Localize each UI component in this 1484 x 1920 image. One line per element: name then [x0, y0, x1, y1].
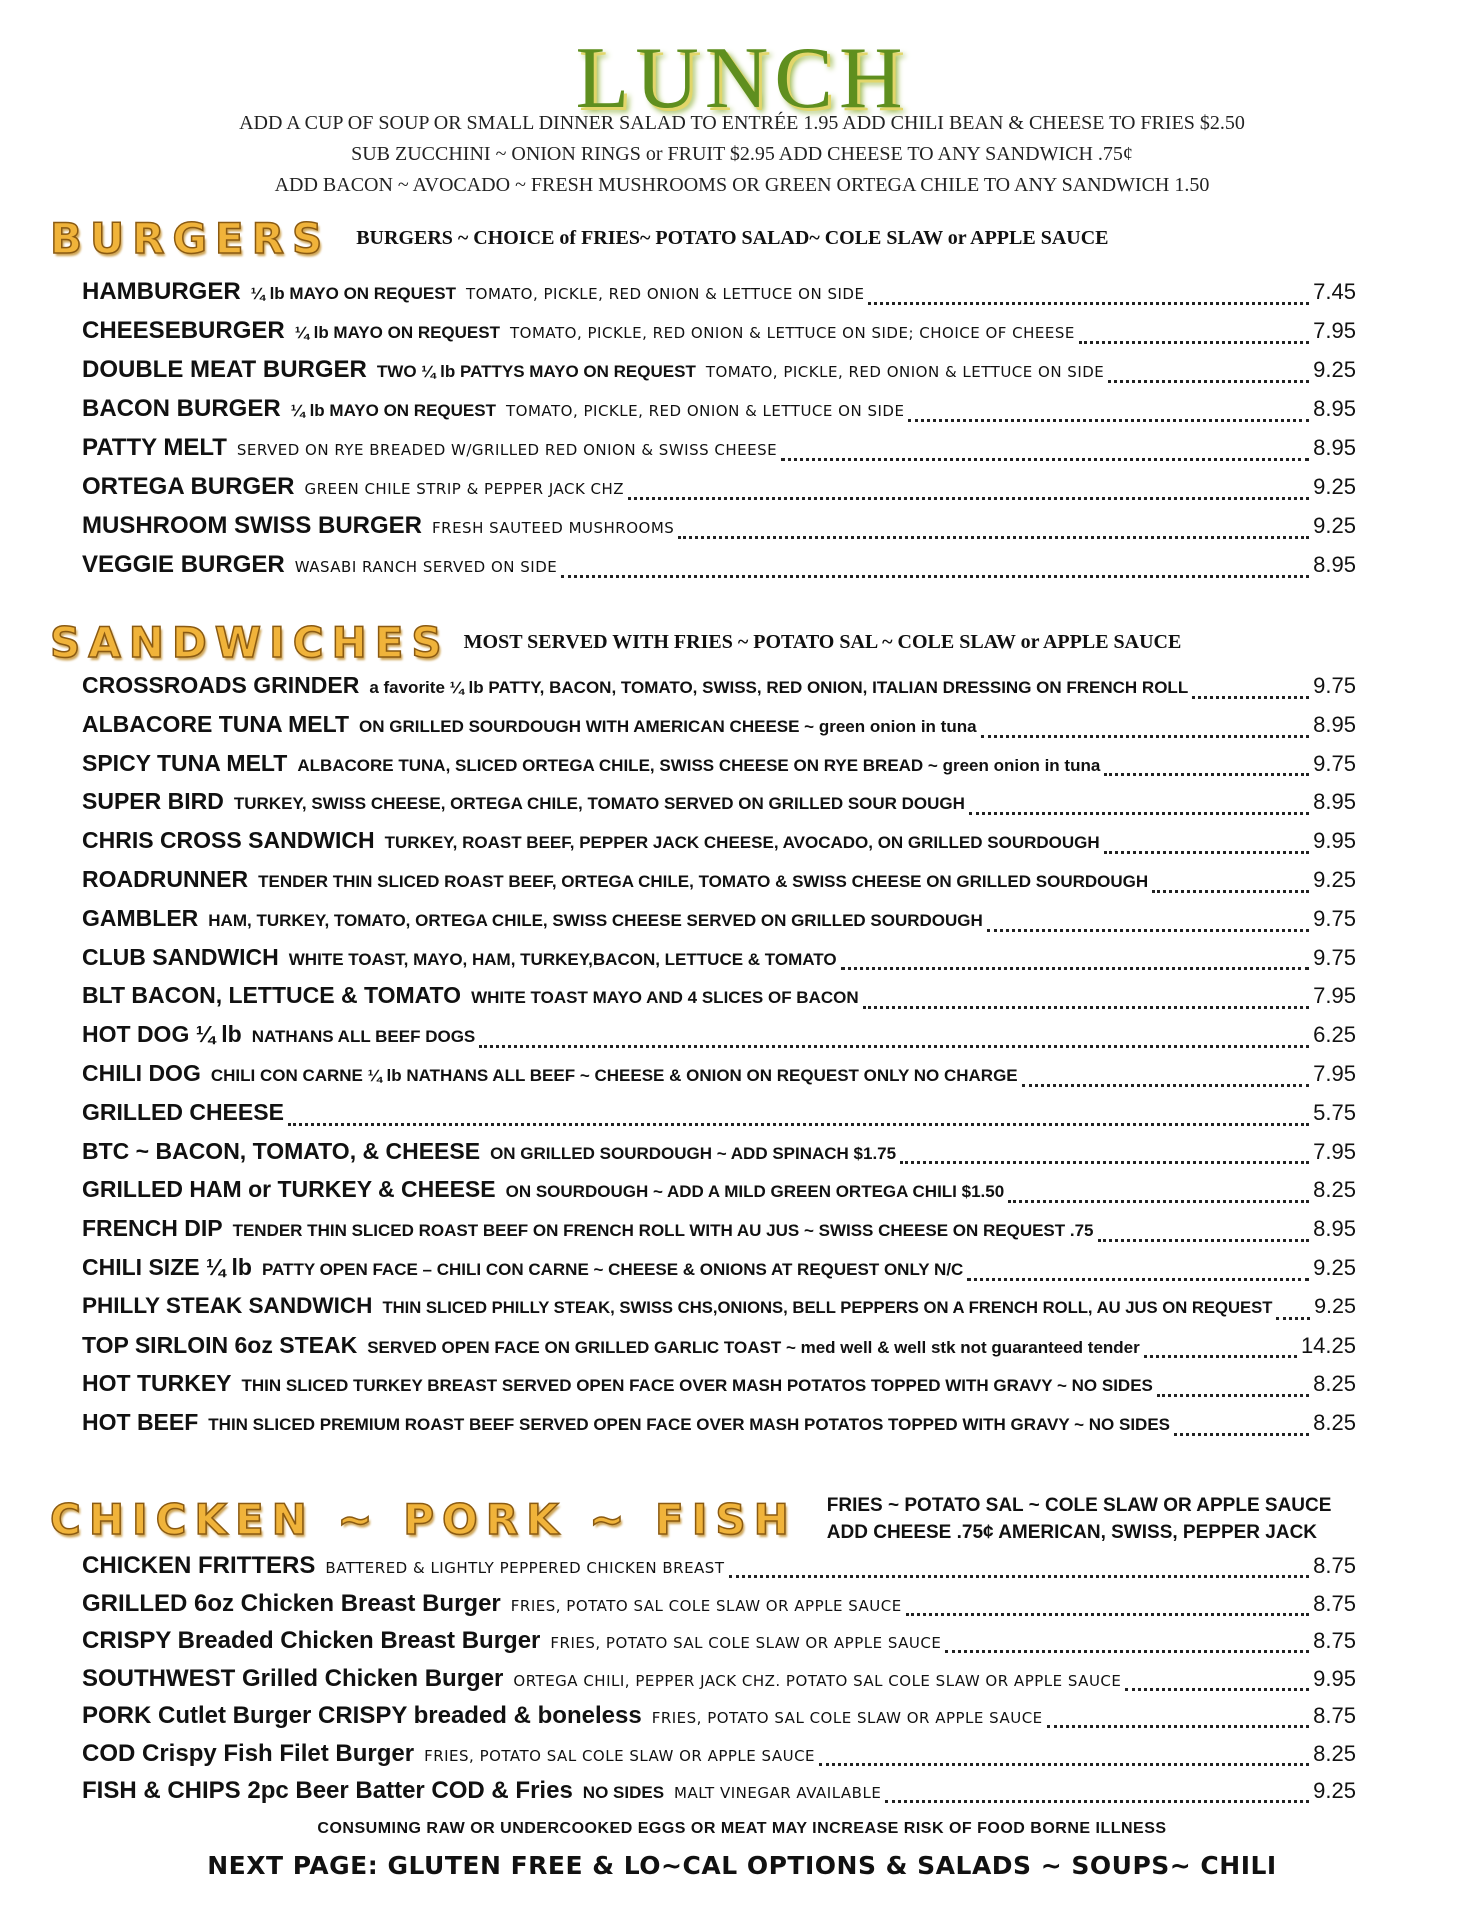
chicken-title: CHICKEN ~ PORK ~ FISH [50, 1494, 797, 1544]
menu-item-name: FISH & CHIPS 2pc Beer Batter COD & Fries [82, 1777, 573, 1804]
dot-leader [945, 1650, 1309, 1653]
menu-item-description: ¼ lb MAYO ON REQUEST [290, 401, 496, 420]
sandwiches-title: SANDWICHES [50, 618, 450, 667]
menu-item-price: 8.75 [1313, 1628, 1356, 1653]
menu-item [82, 711, 1356, 750]
menu-item-note: FRIES, POTATO SAL COLE SLAW OR APPLE SAUCE [510, 1596, 902, 1615]
burgers-list [82, 278, 1356, 590]
menu-title: LUNCH [575, 30, 909, 127]
burgers-title: BURGERS [50, 214, 331, 263]
menu-item-note: TOMATO, PICKLE, RED ONION & LETTUCE ON SIDE [705, 363, 1105, 381]
dot-leader [908, 419, 1309, 422]
menu-item-description: TENDER THIN SLICED ROAST BEEF, ORTEGA CHILE, TOMATO & SWISS CHEESE ON GRILLED SOURDOUGH [258, 871, 1149, 891]
menu-item-price: 9.75 [1313, 673, 1356, 698]
sandwiches-list [82, 672, 1356, 1448]
menu-item-price: 9.25 [1313, 1778, 1356, 1803]
menu-item-description: ON GRILLED SOURDOUGH ~ ADD SPINACH $1.75 [490, 1143, 897, 1163]
menu-item-price: 9.25 [1313, 1254, 1356, 1280]
menu-item [82, 1021, 1356, 1060]
dot-leader [561, 575, 1309, 578]
menu-item-name: CRISPY Breaded Chicken Breast Burger [82, 1627, 541, 1654]
menu-item [82, 551, 1356, 590]
menu-item [82, 827, 1356, 866]
menu-item-description: ¼ lb MAYO ON REQUEST [294, 323, 500, 342]
menu-item-price: 9.95 [1313, 1665, 1356, 1691]
menu-item-name: CLUB SANDWICH [82, 943, 279, 970]
menu-item-note: TOMATO, PICKLE, RED ONION & LETTUCE ON SIDE [505, 402, 905, 420]
dot-leader [885, 1800, 1309, 1803]
dot-leader [1144, 1355, 1297, 1358]
burgers-header [50, 214, 1108, 263]
menu-item [82, 395, 1356, 434]
menu-item-name: GRILLED 6oz Chicken Breast Burger [82, 1589, 501, 1617]
menu-item-note: FRIES, POTATO SAL COLE SLAW OR APPLE SAUCE [550, 1634, 942, 1652]
dot-leader [1276, 1317, 1310, 1320]
food-warning: CONSUMING RAW OR UNDERCOOKED EGGS OR MEAT MAY INCREASE RISK OF FOOD BORNE ILLNESS [317, 1820, 1167, 1837]
menu-item [82, 1777, 1356, 1815]
menu-item [82, 750, 1356, 789]
menu-item-note: GREEN CHILE STRIP & PEPPER JACK CHZ [304, 480, 625, 498]
menu-item-name: TOP SIRLOIN 6oz STEAK [82, 1331, 358, 1358]
menu-item-name: FRENCH DIP [82, 1215, 223, 1242]
dot-leader [1079, 341, 1309, 344]
menu-item-description: NO SIDES [582, 1783, 665, 1802]
menu-item [82, 1370, 1356, 1409]
menu-item-name: PHILLY STEAK SANDWICH [82, 1292, 373, 1318]
menu-item [82, 1099, 1356, 1138]
menu-item [82, 866, 1356, 905]
menu-item-description: TURKEY, SWISS CHEESE, ORTEGA CHILE, TOMATO SERVED ON GRILLED SOUR DOUGH [233, 794, 965, 814]
menu-item [82, 1176, 1356, 1215]
menu-item-note: FRESH SAUTEED MUSHROOMS [432, 519, 675, 537]
menu-item-price: 9.25 [1314, 1292, 1356, 1318]
menu-item-price: 9.95 [1313, 828, 1356, 854]
menu-item-price: 9.75 [1313, 750, 1356, 776]
menu-item-name: SPICY TUNA MELT [82, 749, 288, 776]
dot-leader [1108, 380, 1309, 383]
menu-item [82, 512, 1356, 551]
menu-item-price: 8.75 [1313, 1590, 1356, 1616]
menu-item-price: 8.95 [1313, 1216, 1356, 1242]
menu-item-price: 9.25 [1313, 513, 1356, 538]
dot-leader [987, 929, 1309, 932]
menu-item-price: 9.75 [1313, 905, 1356, 931]
dot-leader [868, 302, 1309, 305]
dot-leader [1174, 1433, 1309, 1436]
menu-item-name: CHILI SIZE ¼ lb [82, 1253, 252, 1280]
dot-leader [1022, 1084, 1310, 1087]
menu-item-description: CHILI CON CARNE ¼ lb NATHANS ALL BEEF ~ CHEESE & ONION ON REQUEST ONLY NO CHARGE [210, 1065, 1018, 1085]
dot-leader [288, 1123, 1309, 1126]
addons-block [0, 108, 1484, 201]
menu-item-name: CHILI DOG [82, 1059, 201, 1086]
menu-item-price: 7.45 [1313, 279, 1356, 304]
menu-item-note: TOMATO, PICKLE, RED ONION & LETTUCE ON SIDE; CHOICE OF CHEESE [510, 324, 1075, 342]
chicken-note-line-2: ADD CHEESE .75¢ AMERICAN, SWISS, PEPPER JACK [826, 1522, 1318, 1543]
menu-item-note: BATTERED & LIGHTLY PEPPERED CHICKEN BREAST [325, 1559, 725, 1577]
menu-item [82, 1293, 1356, 1332]
menu-item-price: 8.95 [1313, 789, 1356, 815]
menu-item-name: MUSHROOM SWISS BURGER [82, 512, 423, 539]
menu-item-price: 8.95 [1313, 396, 1356, 421]
menu-item-description: HAM, TURKEY, TOMATO, ORTEGA CHILE, SWISS CHEESE SERVED ON GRILLED SOURDOUGH [208, 910, 983, 930]
menu-item-name: ORTEGA BURGER [82, 473, 295, 500]
menu-item [82, 1590, 1356, 1628]
chicken-list [82, 1552, 1356, 1815]
dot-leader [900, 1161, 1309, 1164]
menu-item-name: HOT DOG ¼ lb [82, 1021, 242, 1048]
menu-item-name: SOUTHWEST Grilled Chicken Burger [82, 1664, 504, 1692]
menu-item [82, 1254, 1356, 1293]
menu-item [82, 1332, 1356, 1371]
dot-leader [1157, 1394, 1309, 1397]
menu-item-description: NATHANS ALL BEEF DOGS [251, 1027, 476, 1047]
menu-item-description: THIN SLICED TURKEY BREAST SERVED OPEN FACE OVER MASH POTATOS TOPPED WITH GRAVY ~ NO SIDES [241, 1376, 1153, 1396]
chicken-note-line-1: FRIES ~ POTATO SAL ~ COLE SLAW OR APPLE SAUCE [826, 1495, 1332, 1516]
menu-item-price: 6.25 [1313, 1022, 1356, 1048]
menu-item-note: WASABI RANCH SERVED ON SIDE [294, 558, 558, 576]
menu-item-description: WHITE TOAST, MAYO, HAM, TURKEY,BACON, LETTUCE & TOMATO [288, 949, 837, 969]
menu-item-name: GAMBLER [82, 904, 199, 931]
menu-item-description: TWO ¼ lb PATTYS MAYO ON REQUEST [376, 362, 696, 381]
menu-item-price: 7.95 [1313, 318, 1356, 343]
menu-item [82, 317, 1356, 356]
menu-item-price: 8.25 [1313, 1740, 1356, 1766]
dot-leader [1098, 1239, 1310, 1242]
menu-item [82, 356, 1356, 395]
menu-item [82, 278, 1356, 317]
dot-leader [906, 1613, 1309, 1616]
menu-item-description: TURKEY, ROAST BEEF, PEPPER JACK CHEESE, AVOCADO, ON GRILLED SOURDOUGH [384, 833, 1100, 853]
menu-item-description: ALBACORE TUNA, SLICED ORTEGA CHILE, SWISS CHEESE ON RYE BREAD ~ green onion in tuna [297, 755, 1101, 775]
menu-item-description: TENDER THIN SLICED ROAST BEEF ON FRENCH ROLL WITH AU JUS ~ SWISS CHEESE ON REQUEST .75 [232, 1221, 1094, 1241]
menu-item-name: ROADRUNNER [82, 865, 249, 892]
menu-item-price: 8.95 [1313, 435, 1356, 460]
menu-item [82, 1409, 1356, 1448]
dot-leader [969, 812, 1309, 815]
menu-item-note: MALT VINEGAR AVAILABLE [674, 1784, 882, 1802]
menu-item-description: SERVED OPEN FACE ON GRILLED GARLIC TOAST ~ med well & well stk not guaranteed tender [367, 1337, 1140, 1357]
menu-item-description: a favorite ¼ lb PATTY, BACON, TOMATO, SWISS, RED ONION, ITALIAN DRESSING ON FRENCH ROLL [369, 678, 1189, 697]
dot-leader [678, 536, 1309, 539]
menu-item-name: BLT BACON, LETTUCE & TOMATO [82, 982, 462, 1009]
menu-item [82, 1665, 1356, 1703]
sandwiches-header [50, 618, 1181, 667]
menu-item-note: ORTEGA CHILI, PEPPER JACK CHZ. POTATO SAL COLE SLAW OR APPLE SAUCE [513, 1671, 1122, 1690]
menu-item-name: CHICKEN FRITTERS [82, 1552, 316, 1579]
menu-item-name: COD Crispy Fish Filet Burger [82, 1739, 415, 1767]
menu-item-note: SERVED ON RYE BREADED W/GRILLED RED ONION & SWISS CHEESE [236, 441, 778, 459]
menu-item-price: 9.25 [1313, 866, 1356, 892]
dot-leader [479, 1045, 1309, 1048]
menu-item-price: 9.75 [1313, 944, 1356, 970]
menu-item-price: 8.25 [1313, 1371, 1356, 1397]
dot-leader [781, 458, 1309, 461]
dot-leader [729, 1575, 1310, 1578]
menu-item [82, 473, 1356, 512]
menu-item-price: 5.75 [1313, 1099, 1356, 1125]
menu-item-name: GRILLED CHEESE [82, 1098, 284, 1125]
menu-item-note: FRIES, POTATO SAL COLE SLAW OR APPLE SAUCE [424, 1746, 816, 1765]
menu-item-name: SUPER BIRD [82, 788, 224, 815]
menu-item-name: HAMBURGER [82, 278, 241, 305]
menu-item-price: 7.95 [1313, 1138, 1356, 1164]
chicken-note [827, 1492, 1332, 1546]
menu-item-price: 8.95 [1313, 711, 1356, 737]
dot-leader [1192, 696, 1309, 699]
sandwiches-note: MOST SERVED WITH FRIES ~ POTATO SAL ~ COLE SLAW or APPLE SAUCE [463, 631, 1182, 653]
menu-item-name: BACON BURGER [82, 395, 281, 422]
menu-item-price: 7.95 [1313, 983, 1356, 1009]
chicken-header [50, 1492, 1331, 1546]
menu-item [82, 1702, 1356, 1740]
menu-item [82, 788, 1356, 827]
menu-item-name: PORK Cutlet Burger CRISPY breaded & boneless [82, 1702, 642, 1729]
menu-item-price: 8.25 [1313, 1410, 1356, 1436]
menu-item [82, 1740, 1356, 1778]
menu-item-name: ALBACORE TUNA MELT [82, 710, 350, 737]
menu-item [82, 905, 1356, 944]
menu-item-price: 8.25 [1313, 1177, 1356, 1203]
addon-line-2: SUB ZUCCHINI ~ ONION RINGS or FRUIT $2.95 ADD CHEESE TO ANY SANDWICH .75¢ [351, 143, 1133, 165]
menu-item [82, 1138, 1356, 1177]
menu-item [82, 672, 1356, 711]
menu-item-price: 9.25 [1313, 357, 1356, 382]
dot-leader [863, 1006, 1310, 1009]
menu-item-description: PATTY OPEN FACE – CHILI CON CARNE ~ CHEESE & ONIONS AT REQUEST ONLY N/C [261, 1259, 964, 1279]
menu-item-description: ON SOURDOUGH ~ ADD A MILD GREEN ORTEGA CHILI $1.50 [505, 1182, 1005, 1202]
menu-item-name: BTC ~ BACON, TOMATO, & CHEESE [82, 1137, 481, 1164]
menu-item [82, 1215, 1356, 1254]
menu-item-description: THIN SLICED PHILLY STEAK, SWISS CHS,ONIONS, BELL PEPPERS ON A FRENCH ROLL, AU JUS ON REQUEST [382, 1297, 1273, 1317]
menu-item [82, 982, 1356, 1021]
addon-line-3: ADD BACON ~ AVOCADO ~ FRESH MUSHROOMS OR GREEN ORTEGA CHILE TO ANY SANDWICH 1.50 [274, 174, 1210, 196]
menu-item-name: HOT TURKEY [82, 1370, 232, 1397]
menu-item-name: VEGGIE BURGER [82, 551, 285, 578]
dot-leader [628, 497, 1309, 500]
addon-line-1: ADD A CUP OF SOUP OR SMALL DINNER SALAD TO ENTRÉE 1.95 ADD CHILI BEAN & CHEESE TO FRIES $2.50 [239, 112, 1245, 134]
menu-item-name: DOUBLE MEAT BURGER [82, 356, 367, 383]
menu-item-description: ON GRILLED SOURDOUGH WITH AMERICAN CHEESE ~ green onion in tuna [359, 716, 977, 736]
menu-item-price: 8.95 [1313, 552, 1356, 577]
next-page-note: NEXT PAGE: GLUTEN FREE & LO~CAL OPTIONS & SALADS ~ SOUPS~ CHILI [207, 1851, 1277, 1880]
dot-leader [967, 1278, 1309, 1281]
menu-item [82, 1627, 1356, 1665]
menu-item-price: 14.25 [1300, 1332, 1356, 1358]
menu-item-price: 8.75 [1313, 1703, 1356, 1728]
menu-item-name: GRILLED HAM or TURKEY & CHEESE [82, 1176, 496, 1203]
menu-item [82, 1552, 1356, 1590]
dot-leader [1104, 851, 1310, 854]
menu-item-price: 9.25 [1313, 474, 1356, 499]
menu-item-price: 7.95 [1313, 1060, 1356, 1086]
dot-leader [1104, 773, 1309, 776]
menu-item [82, 944, 1356, 983]
menu-item-name: CHRIS CROSS SANDWICH [82, 827, 375, 854]
dot-leader [981, 735, 1310, 738]
dot-leader [1047, 1725, 1310, 1728]
menu-item-name: PATTY MELT [82, 434, 227, 461]
dot-leader [841, 967, 1310, 970]
dot-leader [1125, 1688, 1309, 1691]
menu-item [82, 434, 1356, 473]
menu-item-name: CROSSROADS GRINDER [82, 672, 360, 698]
menu-item-price: 8.75 [1313, 1553, 1356, 1578]
menu-item-name: CHEESEBURGER [82, 317, 285, 344]
menu-item-note: TOMATO, PICKLE, RED ONION & LETTUCE ON SIDE [465, 285, 865, 303]
dot-leader [819, 1763, 1309, 1766]
menu-item-description: THIN SLICED PREMIUM ROAST BEEF SERVED OPEN FACE OVER MASH POTATOS TOPPED WITH GRAVY ~ NO SIDES [208, 1415, 1171, 1435]
menu-item-description: ¼ lb MAYO ON REQUEST [250, 284, 456, 303]
menu-item-note: FRIES, POTATO SAL COLE SLAW OR APPLE SAUCE [651, 1709, 1043, 1727]
burgers-note: BURGERS ~ CHOICE of FRIES~ POTATO SALAD~ COLE SLAW or APPLE SAUCE [356, 227, 1109, 249]
menu-item [82, 1060, 1356, 1099]
dot-leader [1152, 890, 1309, 893]
dot-leader [1008, 1200, 1309, 1203]
menu-item-description: WHITE TOAST MAYO AND 4 SLICES OF BACON [471, 988, 859, 1008]
menu-item-name: HOT BEEF [82, 1409, 199, 1436]
